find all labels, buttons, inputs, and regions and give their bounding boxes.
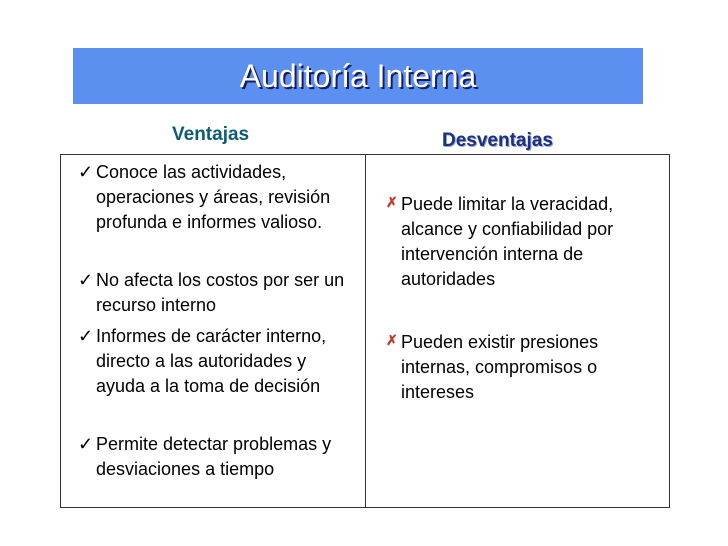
pros-header: Ventajas <box>172 124 250 145</box>
x-mark-icon: ✗ <box>386 194 398 210</box>
pros-item <box>78 324 348 399</box>
pros-item-text: Conoce las actividades, operaciones y áreas, revisión profunda e informes valioso. <box>96 162 331 232</box>
check-icon: ✓ <box>78 270 94 290</box>
pros-item <box>78 160 348 235</box>
pros-item <box>78 268 348 318</box>
pros-item-text: Permite detectar problemas y desviaciones a tiempo <box>96 434 332 479</box>
check-icon: ✓ <box>78 326 94 346</box>
cons-item-text: Pueden existir presiones internas, compromisos o intereses <box>401 332 599 402</box>
cons-item <box>386 192 666 292</box>
column-divider <box>365 154 366 508</box>
x-mark-icon: ✗ <box>386 332 398 348</box>
cons-item <box>386 330 666 405</box>
pros-item <box>78 432 348 482</box>
page-title: Auditoría Interna <box>239 57 477 94</box>
pros-item-text: No afecta los costos por ser un recurso interno <box>96 270 345 315</box>
check-icon: ✓ <box>78 162 94 182</box>
check-icon: ✓ <box>78 434 94 454</box>
title-banner <box>73 48 643 104</box>
pros-item-text: Informes de carácter interno, directo a las autoridades y ayuda a la toma de decisión <box>96 326 327 396</box>
cons-header: Desventajas <box>442 130 553 151</box>
cons-item-text: Puede limitar la veracidad, alcance y confiabilidad por intervención interna de autoridades <box>401 194 614 289</box>
